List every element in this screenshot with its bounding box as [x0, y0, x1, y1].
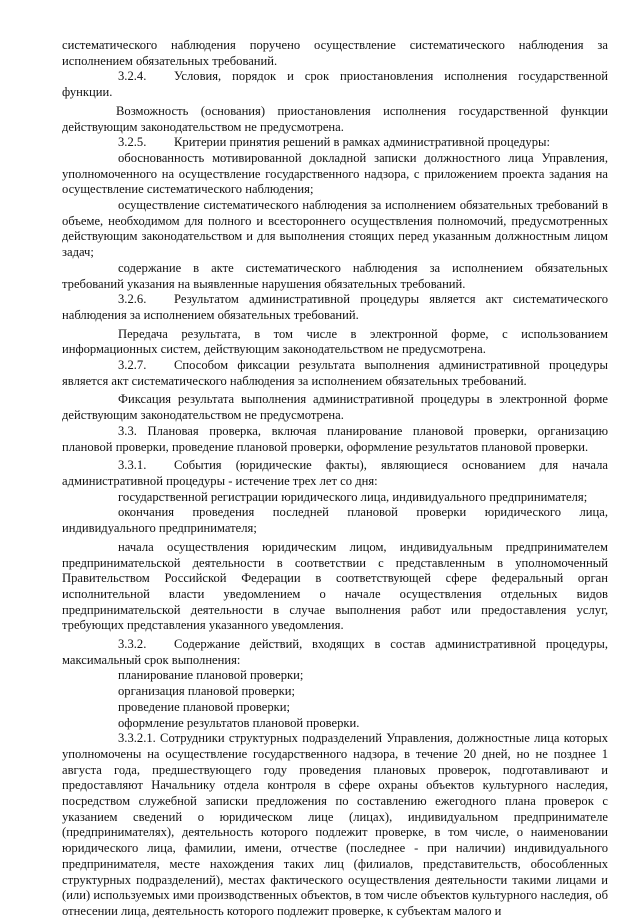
list-item: проведение плановой проверки; — [118, 699, 290, 714]
paragraph: События (юридические факты), являющиеся основанием для начала административной процедуры - истечение трех лет со дня: — [62, 458, 608, 488]
section-3-2-4 — [62, 69, 608, 100]
paragraph: окончания проведения последней плановой проверки юридического лица, индивидуального предпринимателя; — [62, 505, 608, 536]
paragraph: Результатом административной процедуры является акт систематического наблюдения за исполнением обязательных требований. — [62, 292, 608, 322]
paragraph: Содержание действий, входящих в состав административной процедуры, максимальный срок выполнения: — [62, 637, 608, 667]
paragraph: Способом фиксации результата выполнения административной процедуры является акт систематического наблюдения за исполнением обязательных требований. — [62, 358, 608, 388]
section-3-3-1 — [62, 458, 608, 489]
section-number: 3.3.1. — [118, 458, 147, 473]
section-heading-3-3: 3.3. Плановая проверка, включая планирование плановой проверки, организацию плановой проверки, проведение плановой проверки, оформление результатов плановой проверки. — [62, 423, 608, 454]
section-3-3-2 — [62, 637, 608, 668]
paragraph: Передача результата, в том числе в электронной форме, с использованием информационных систем, действующим законодательством не предусмотрена. — [62, 326, 608, 357]
list-item: оформление результатов плановой проверки. — [118, 715, 360, 730]
section-3-2-5 — [62, 135, 608, 151]
document-page — [62, 38, 608, 920]
section-number: 3.2.6. — [118, 292, 147, 307]
paragraph: Критерии принятия решений в рамках административной процедуры: — [174, 135, 550, 150]
section-number: 3.2.7. — [118, 358, 147, 373]
paragraph: Фиксация результата выполнения административной процедуры в электронной форме действующим законодательством не предусмотрена. — [62, 392, 608, 423]
paragraph: Возможность (основания) приостановления исполнения государственной функции действующим законодательством не предусмотрена. — [62, 103, 608, 134]
paragraph: осуществление систематического наблюдения за исполнением обязательных требований в объеме, необходимом для полного и всестороннего осуществления полномочий, предусмотренных действующим законодательством и для выполнения стоящих перед указанным должностным лицом задач; — [62, 198, 608, 260]
section-number: 3.3.2. — [118, 637, 147, 652]
section-number: 3.2.5. — [118, 135, 147, 150]
section-3-2-6 — [62, 292, 608, 323]
paragraph: государственной регистрации юридического лица, индивидуального предпринимателя; — [118, 489, 588, 504]
paragraph: содержание в акте систематического наблюдения за исполнением обязательных требований указания на выявленные нарушения обязательных требований. — [62, 260, 608, 291]
paragraph: Условия, порядок и срок приостановления исполнения государственной функции. — [62, 69, 608, 100]
section-3-2-7 — [62, 358, 608, 389]
paragraph: систематического наблюдения поручено осуществление систематического наблюдения за исполнением обязательных требований. — [62, 38, 608, 68]
list-item: планирование плановой проверки; — [118, 668, 304, 683]
section-3-3-2-1: 3.3.2.1. Сотрудники структурных подразделений Управления, должностные лица которых уполномочены на осуществление государственного надзора, в течение 20 дней, но не позднее 1 августа года, предшествующего году проведения плановых проверок, подготавливают и предоставляют Начальнику отдела контроля в сфере охраны объектов культурного наследия, посредством служебной записки предложения по составлению ежегодного плана проверок с указанием сведений о юридическом лице (лицах), индивидуальном предпринимателе (предпринимателях), деятельность которого подлежит проверке, в том числе, о наименовании юридического лица, фамилии, имени, отчестве (последнее - при наличии) индивидуального предпринимателя, месте нахождения таких лиц (филиалов, представительств, обособленных структурных подразделений), местах фактического осуществления деятельности такими лицами и (или) используемых ими производственных объектов, в том числе объектов культурного наследия, об отнесении лица, деятельность которого подлежит проверке, к субъектам малого и — [62, 731, 608, 918]
section-number: 3.2.4. — [118, 69, 147, 84]
list-item: организация плановой проверки; — [118, 684, 295, 699]
paragraph: начала осуществления юридическим лицом, индивидуальным предпринимателем предпринимательской деятельности в соответствии с представленным в уполномоченный Правительством Российской Федерации в соответствующей сфере федеральный орган исполнительной власти уведомлением о начале осуществления отдельных видов предпринимательской деятельности в случае выполнения работ или предоставления услуг, требующих представления указанного уведомления. — [62, 539, 608, 633]
paragraph: обоснованность мотивированной докладной записки должностного лица Управления, уполномоченного на осуществление государственного надзора, с приложением проекта задания на осуществление систематического наблюдения; — [62, 150, 608, 197]
